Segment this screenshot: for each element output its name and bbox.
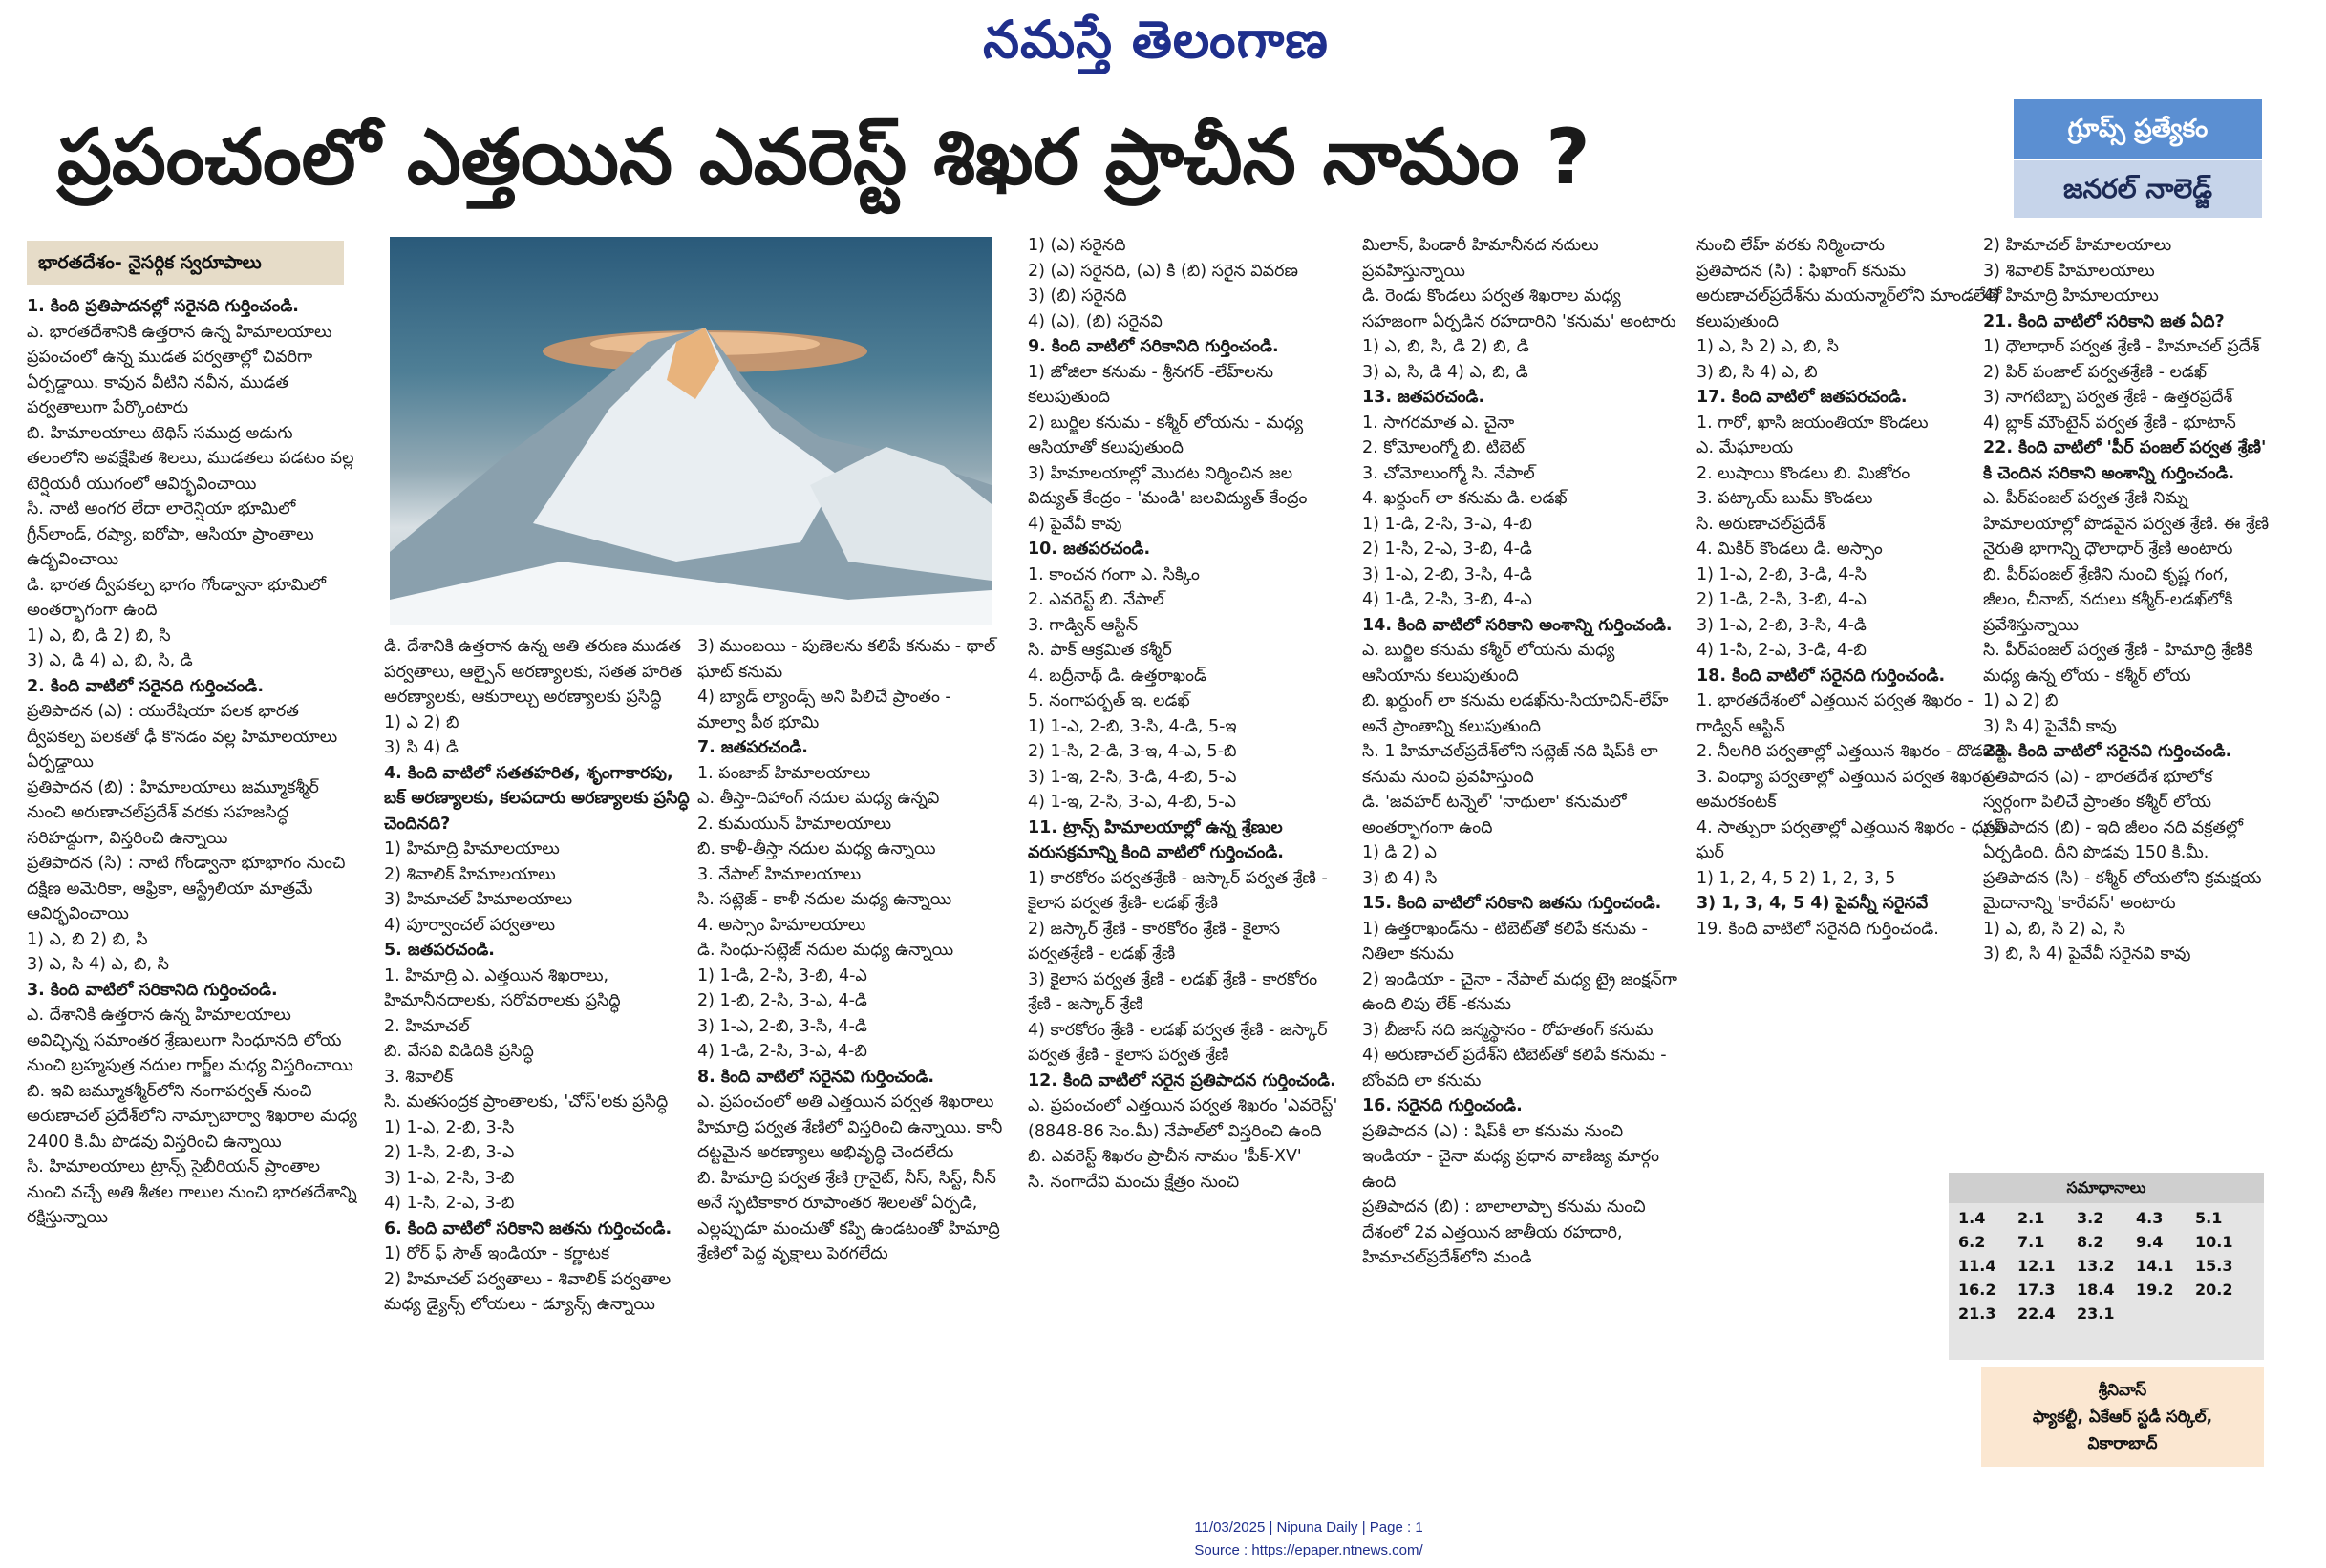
text-line: 16. సరైనది గుర్తించండి. — [1362, 1096, 1523, 1115]
text-line: నుంచి లేహ్ వరకు నిర్మించారు — [1696, 236, 1885, 255]
text-line: ప్రతిపాదన (ఎ) - భారతదేశ భూలోక స్వర్గంగా పిలిచే ప్రాంతం కశ్మీర్ లోయ — [1983, 767, 2213, 812]
text-line: డి. సింధు-సట్లెజ్ నదుల మధ్య ఉన్నాయి — [697, 941, 954, 960]
text-line: 11. ట్రాన్స్ హిమాలయాల్లో ఉన్న శ్రేణుల వరుసక్రమాన్ని కింది వాటిలో గుర్తించండి. — [1028, 817, 1284, 862]
answer-item: 7.1 — [2017, 1233, 2045, 1251]
text-line: 14. కింది వాటిలో సరికాని అంశాన్ని గుర్తించండి. — [1362, 615, 1673, 635]
answers-title: సమాధానాలు — [1949, 1173, 2264, 1203]
text-line: 1. హిమాద్రి ఎ. ఎత్తయిన శిఖరాలు, హిమానీనదాలకు, సరోవరాలకు ప్రసిద్ధి — [384, 965, 621, 1010]
text-line: ప్రతిపాదన (బి) - ఇది జీలం నది వక్రతల్లో ఏర్పడింది. దీని పొడవు 150 కి.మీ. — [1983, 817, 2243, 862]
text-line: 13. జతపరచండి. — [1362, 388, 1485, 407]
masthead-logo: నమస్తే తెలంగాణ — [983, 9, 1329, 70]
text-line: 1) 1-డి, 2-సి, 3-బి, 4-ఎ — [697, 965, 867, 985]
footer — [955, 1516, 1662, 1566]
text-line: 4. బద్రీనాథ్ డి. ఉత్తరాఖండ్ — [1028, 666, 1206, 686]
text-line: 3) ఎ, డి 4) ఎ, బి, సి, డి — [27, 651, 193, 670]
text-line: ఎ. బుర్జిల కనుమ కశ్మీర్ లోయను మధ్య ఆసియాను కలుపుతుంది — [1362, 641, 1615, 686]
text-line: 4. కింది వాటిలో సతతహరిత, శృంగాకారపు, బక్ అరణ్యాలకు, కలపదారు అరణ్యాలకు ప్రసిద్ధి చెందినది? — [384, 763, 690, 834]
text-line: సి. పీర్‌పంజల్ పర్వత శ్రేణి - హిమాద్రి శ్రేణికి మధ్య ఉన్న లోయ - కశ్మీర్ లోయ — [1983, 641, 2253, 686]
text-line: బి. పీర్‌పంజల్ శ్రేణిని నుంచి కృష్ణ గంగ, జీలం, చీనాబ్, నదులు కశ్మీర్-లడఖ్‌లోకి ప్రవేశిస్తున్నాయి — [1983, 564, 2233, 635]
text-line: 3) హిమాలయాల్లో మొదట నిర్మించిన జల విద్యుత్ కేంద్రం - 'మండి' జలవిద్యుత్ కేంద్రం — [1028, 463, 1308, 508]
text-line: ప్రతిపాదన (ఎ) : యురేషియా పలక భారత ద్వీపకల్ప పలకతో ఢీ కొనడం వల్ల హిమాలయాలు ఏర్పడ్డాయి — [27, 702, 338, 772]
text-line: 4) (ఎ), (బి) సరైనవి — [1028, 311, 1163, 331]
text-line: 3. గాడ్విన్ ఆస్టిన్ — [1028, 615, 1138, 635]
column-4 — [1028, 233, 1343, 1509]
text-line: 1) ధౌలాధార్ పర్వత శ్రేణి - హిమాచల్ ప్రదేశ్ — [1983, 337, 2260, 356]
text-line: ప్రతిపాదన (సి) - కశ్మీర్ లోయలోని క్రమక్షయ మైదానాన్ని 'కారేవస్' అంటారు — [1983, 868, 2262, 913]
column-1 — [27, 294, 357, 1509]
text-line: ప్రతిపాదన (బి) : హిమాలయాలు జమ్మూకశ్మీర్ నుంచి అరుణాచల్‌ప్రదేశ్ వరకు సహజసిద్ధ సరిహద్దుగా, విస్తరించి ఉన్నాయి — [27, 777, 319, 848]
text-line: సి. హిమాలయాలు ట్రాన్స్ సైబీరియన్ ప్రాంతాల నుంచి వచ్చే అతి శీతల గాలుల నుంచి భారతదేశాన్ని రక్షిస్తున్నాయి — [27, 1157, 357, 1227]
text-line: 4. సాత్పురా పర్వతాల్లో ఎత్తయిన శిఖరం - ధూప్ ఘర్ — [1696, 817, 2006, 862]
answer-item: 11.4 — [1958, 1257, 1996, 1275]
text-line: 1) ఎ, బి, సి 2) ఎ, సి — [1983, 919, 2125, 939]
text-line: డి. 'జవహర్ టన్నెల్' 'నాథులా' కనుమలో అంతర్భాగంగా ఉంది — [1362, 793, 1627, 837]
text-line: ఎ. ప్రపంచంలో అతి ఎత్తయిన పర్వత శిఖరాలు హిమాద్రి పర్వత శేణిలో విస్తరించి ఉన్నాయి. కానీ దట్టమైన అరణ్యాలు అభివృద్ధి చెందలేదు — [697, 1092, 1003, 1162]
text-line: 3. నేపాల్ హిమాలయాలు — [697, 864, 862, 884]
text-line: 1) ఎ, సి 2) ఎ, బి, సి — [1696, 337, 1839, 356]
answer-item: 21.3 — [1958, 1304, 1996, 1323]
text-line: 3) బి 4) సి — [1362, 868, 1438, 888]
text-line: 3) శివాలిక్ హిమాలయాలు — [1983, 261, 2155, 281]
text-line: బి. వేసవి విడిదికి ప్రసిద్ధి — [384, 1042, 534, 1061]
groups-special-badge: గ్రూప్స్ ప్రత్యేకం — [2014, 99, 2262, 159]
text-line: 2) పిర్ పంజాల్ పర్వతశ్రేణి - లడఖ్ — [1983, 362, 2208, 382]
text-line: 4. మికిర్ కొండలు డి. అస్సాం — [1696, 540, 1883, 559]
text-line: 3. పట్కాయ్ బుమ్ కొండలు — [1696, 489, 1873, 508]
text-line: 1. కింది ప్రతిపాదనల్లో సరైనది గుర్తించండి. — [27, 297, 299, 316]
answer-item: 3.2 — [2077, 1209, 2104, 1227]
text-line: ఎ. భారతదేశానికి ఉత్తరాన ఉన్న హిమాలయాలు ప్రపంచంలో ఉన్న ముడత పర్వతాల్లో చివరిగా ఏర్పడ్డాయి. కావున వీటిని నవీన, ముడత పర్వతాలుగా పేర్కొంటారు — [27, 322, 332, 417]
footer-source-link[interactable]: Source : https://epaper.ntnews.com/ — [1194, 1542, 1423, 1558]
text-line: 1. పంజాబ్ హిమాలయాలు — [697, 763, 871, 783]
text-line: 1) రోర్ ఫ్ సౌత్ ఇండియా - కర్ణాటక — [384, 1244, 610, 1263]
text-line: 3) 1-ఎ, 2-బి, 3-సి, 4-డి — [1696, 615, 1867, 635]
text-line: 1. కాంచన గంగా ఎ. సిక్కిం — [1028, 564, 1200, 584]
text-line: 3) బి, సి 4) ఎ, బి — [1696, 362, 1818, 382]
text-line: 1) ఎ, బి 2) బి, సి — [27, 929, 148, 949]
text-line: 2) హిమాచల్ హిమాలయాలు — [1983, 236, 2172, 255]
text-line: 1) డి 2) ఎ — [1362, 843, 1438, 862]
text-line: 3. వింధ్యా పర్వతాల్లో ఎత్తయిన పర్వత శిఖరం - అమరకంటక్ — [1696, 767, 2002, 812]
text-line: 9. కింది వాటిలో సరికానిది గుర్తించండి. — [1028, 337, 1279, 356]
text-line: 2) శివాలిక్ హిమాలయాలు — [384, 864, 556, 884]
answer-item: 22.4 — [2017, 1304, 2056, 1323]
text-line: 12. కింది వాటిలో సరైన ప్రతిపాదన గుర్తించండి. — [1028, 1070, 1336, 1091]
text-line: 7. జతపరచండి. — [697, 738, 808, 757]
answer-item: 1.4 — [1958, 1209, 1986, 1227]
text-line: 22. కింది వాటిలో 'పీర్ పంజల్ పర్వత శ్రేణి' కి చెందిన సరికాని అంశాన్ని గుర్తించండి. — [1983, 438, 2267, 483]
text-line: 17. కింది వాటిలో జతపరచండి. — [1696, 388, 1908, 407]
text-line: ఎ. తీస్తా-దిహాంగ్ నదుల మధ్య ఉన్నవి — [697, 789, 940, 808]
author-box — [1981, 1367, 2264, 1467]
answer-item: 17.3 — [2017, 1281, 2056, 1299]
text-line: 1) జోజిలా కనుమ - శ్రీనగర్ -లేహ్‌లను కలుపుతుంది — [1028, 362, 1274, 407]
text-line: ఎ. మేఘాలయ — [1696, 438, 1794, 457]
text-line: 3) నాగటిబ్బా పర్వత శ్రేణి - ఉత్తరప్రదేశ్ — [1983, 388, 2233, 407]
text-line: 21. కింది వాటిలో సరికాని జత ఏది? — [1983, 311, 2225, 331]
text-line: 3) (బి) సరైనది — [1028, 286, 1127, 306]
headline: ప్రపంచంలో ఎత్తయిన ఎవరెస్ట్ శిఖర ప్రాచీన నామం ? — [57, 113, 1590, 201]
text-line: మిలాన్, పిండారీ హిమానీనద నదులు ప్రవహిస్తున్నాయి — [1362, 236, 1599, 281]
text-line: బి. కాళీ-తీస్తా నదుల మధ్య ఉన్నాయి — [697, 839, 936, 858]
text-line: 1) ఎ 2) బి — [384, 712, 459, 732]
text-line: 1) 1-ఎ, 2-బి, 3-డి, 4-సి — [1696, 564, 1867, 584]
text-line: 3) ముంబయి - పుణెలను కలిపే కనుమ - థాల్ ఘాట్ కనుమ — [697, 637, 996, 682]
answers-grid — [1949, 1203, 2264, 1328]
author-name: శ్రీనివాస్ — [2098, 1381, 2147, 1400]
text-line: డి. రెండు కొండలు పర్వత శిఖరాల మధ్య సహజంగా ఏర్పడిన రహదారిని 'కనుమ' అంటారు — [1362, 286, 1676, 331]
text-line: సి. సట్లెజ్ - కాళీ నదుల మధ్య ఉన్నాయి — [697, 890, 952, 909]
text-line: 1) 1-డి, 2-సి, 3-ఎ, 4-బి — [1362, 514, 1532, 534]
answer-item: 5.1 — [2195, 1209, 2223, 1227]
text-line: 4) 1-డి, 2-సి, 3-ఎ, 4-బి — [697, 1042, 867, 1061]
text-line: 2) ఇండియా - చైనా - నేపాల్ మధ్య ట్రై జంక్షన్‌గా ఉంది లిపు లేక్ -కనుమ — [1362, 969, 1677, 1014]
text-line: 15. కింది వాటిలో సరికాని జతను గుర్తించండి. — [1362, 894, 1662, 913]
text-line: ప్రతిపాదన (ఎ) : షిప్‌కి లా కనుమ నుంచి ఇండియా - చైనా మధ్య ప్రధాన వాణిజ్య మార్గం ఉంది — [1362, 1121, 1660, 1192]
text-line: 1) 1-ఎ, 2-బి, 3-సి — [384, 1117, 515, 1137]
text-line: 1) 1, 2, 4, 5 2) 1, 2, 3, 5 — [1696, 868, 1896, 888]
text-line: 3) 1-ఇ, 2-సి, 3-డి, 4-బి, 5-ఎ — [1028, 767, 1237, 787]
text-line: 4. అస్సాం హిమాలయాలు — [697, 915, 866, 935]
text-line: 3) బి, సి 4) పైవేవీ సరైనవి కావు — [1983, 944, 2191, 964]
text-line: 6. కింది వాటిలో సరికాని జతను గుర్తించండి. — [384, 1218, 672, 1239]
text-line: ఎ. ప్రపంచంలో ఎత్తయిన పర్వత శిఖరం 'ఎవరెస్ట్' (8848-86 సెం.మీ) నేపాల్‌లో విస్తరించి ఉంది — [1028, 1096, 1338, 1141]
text-line: 3) కైలాస పర్వత శ్రేణి - లడఖ్ శ్రేణి - కారకోరం శ్రేణి - జస్కార్ శ్రేణి — [1028, 969, 1318, 1014]
text-line: 10. జతపరచండి. — [1028, 540, 1151, 559]
text-line: 3. చోమోలుంగ్మో సి. నేపాల్ — [1362, 463, 1535, 483]
text-line: 3) హిమాచల్ హిమాలయాలు — [384, 890, 573, 909]
text-line: 4) 1-ఇ, 2-సి, 3-ఎ, 4-బి, 5-ఎ — [1028, 793, 1236, 812]
answer-item: 9.4 — [2136, 1233, 2164, 1251]
text-line: బి. ఖర్దుంగ్ లా కనుమ లడఖ్‌ను-సియాచిన్-లేహ్ అనే ప్రాంతాన్ని కలుపుతుంది — [1362, 691, 1669, 736]
text-line: ప్రతిపాదన (బి) : బాలాలాప్చా కనుమ నుంచి దేశంలో 2వ ఎత్తయిన జాతీయ రహదారి, హిమాచల్‌ప్రదేశ్‌లోని మండి — [1362, 1197, 1646, 1267]
answer-item: 14.1 — [2136, 1257, 2174, 1275]
answer-item: 16.2 — [1958, 1281, 1996, 1299]
text-line: 1) ఎ, బి, డి 2) బి, సి — [27, 625, 171, 646]
text-line: 1) హిమాద్రి హిమాలయాలు — [384, 839, 560, 858]
text-line: 3) ఎ, సి 4) ఎ, బి, సి — [27, 955, 169, 974]
answer-item: 4.3 — [2136, 1209, 2164, 1227]
text-line: 1) 1-ఎ, 2-బి, 3-సి, 4-డి, 5-ఇ — [1028, 716, 1237, 736]
text-line: 1) ఎ 2) బి — [1983, 691, 2059, 710]
column-7 — [1983, 233, 2270, 1169]
text-line: ఎ. పీర్‌పంజల్ పర్వత శ్రేణి నిమ్న హిమాలయాల్లో పొడవైన పర్వత శ్రేణి. ఈ శ్రేణి నైరుతి భాగాన్ని ధౌలాధార్ శ్రేణి అంటారు — [1983, 489, 2270, 559]
answer-item: 23.1 — [2077, 1304, 2115, 1323]
text-line: 19. కింది వాటిలో సరైనది గుర్తించండి. — [1696, 919, 1939, 939]
text-line: 3) సి 4) పైవేవీ కావు — [1983, 716, 2117, 736]
answer-item: 10.1 — [2195, 1233, 2233, 1251]
text-line: 2. నీలగిరి పర్వతాల్లో ఎత్తయిన శిఖరం - దొడబెట్ట — [1696, 742, 2009, 761]
text-line: 2. లుషాయి కొండలు బి. మిజోరం — [1696, 463, 1910, 483]
text-line: 2) 1-సి, 2-డి, 3-ఇ, 4-ఎ, 5-బి — [1028, 742, 1237, 761]
footer-date-line: 11/03/2025 | Nipuna Daily | Page : 1 — [1194, 1519, 1423, 1536]
text-line: 3) 1-ఎ, 2-సి, 3-బి — [384, 1168, 515, 1188]
text-line: 4) బ్లాక్ మౌంటైన్ పర్వత శ్రేణి - భూటాన్ — [1983, 413, 2236, 433]
text-line: సి. మతసంద్రక ప్రాంతాలకు, 'చోస్'లకు ప్రసిద్ధి — [384, 1092, 669, 1112]
text-line: 8. కింది వాటిలో సరైనవి గుర్తించండి. — [697, 1067, 935, 1087]
text-line: 2. హిమాచల్ — [384, 1016, 470, 1036]
answer-item: 13.2 — [2077, 1257, 2115, 1275]
general-knowledge-badge: జనరల్ నాలెడ్జ్ — [2014, 160, 2262, 218]
text-line: 1. భారతదేశంలో ఎత్తయిన పర్వత శిఖరం - గాడ్విన్ ఆస్టిన్ — [1696, 691, 1974, 736]
text-line: 2. కింది వాటిలో సరైనది గుర్తించండి. — [27, 676, 264, 696]
text-line: 2. ఎవరెస్ట్ బి. నేపాల్ — [1028, 590, 1164, 609]
text-line: సి. నంగాదేవి మంచు క్షేత్రం నుంచి — [1028, 1172, 1240, 1192]
text-line: 1) కారకోరం పర్వతశ్రేణి - జస్కార్ పర్వత శ్రేణి - కైలాస పర్వత శ్రేణి- లడఖ్ శ్రేణి — [1028, 868, 1328, 913]
text-line: 4) పైవేవీ కావు — [1028, 514, 1122, 534]
text-line: 3) ఎ, సి, డి 4) ఎ, బి, డి — [1362, 362, 1528, 382]
text-line: 2) (ఎ) సరైనది, (ఎ) కి (బి) సరైన వివరణ — [1028, 261, 1298, 281]
text-line: బి. హిమాద్రి పర్వత శ్రేణి గ్రానైట్, నీస్, సిస్ట్, నీన్ అనే స్ఫటికాకార రూపాంతర శిలలతో ఏర్పడి, ఎల్లప్పుడూ మంచుతో కప్పి ఉండటంతో హిమాద్రి శ్రేణిలో పెద్ద వృక్షాలు పెరగలేదు — [697, 1168, 1000, 1263]
text-line: 4) 1-సి, 2-ఎ, 3-డి, 4-బి — [1696, 641, 1867, 660]
text-line: 18. కింది వాటిలో సరైనది గుర్తించండి. — [1696, 666, 1946, 686]
text-line: 3) సి 4) డి — [384, 738, 459, 757]
text-line: 2) హిమాచల్ పర్వతాలు - శివాలిక్ పర్వతాల మధ్య డ్యైన్స్ లోయలు - డ్యూన్స్ ఉన్నాయి — [384, 1269, 672, 1314]
text-line: 2) 1-బి, 2-సి, 3-ఎ, 4-డి — [697, 991, 867, 1010]
text-line: 3) 1-ఎ, 2-బి, 3-సి, 4-డి — [1362, 564, 1532, 584]
answer-item: 6.2 — [1958, 1233, 1986, 1251]
answer-item: 15.3 — [2195, 1257, 2233, 1275]
text-line: 2) 1-సి, 2-ఎ, 3-బి, 4-డి — [1362, 540, 1532, 559]
text-line: ఎ. దేశానికి ఉత్తరాన ఉన్న హిమాలయాలు అవిచ్ఛిన్న సమాంతర శ్రేణులుగా సింధూనది లోయ నుంచి బ్రహ్మపుత్ర నదుల గార్జ్‌ల మధ్య విస్తరించాయి — [27, 1006, 353, 1075]
text-line: 3) 1, 3, 4, 5 4) పైవన్నీ సరైనవే — [1696, 894, 1929, 913]
text-line: 5. జతపరచండి. — [384, 941, 495, 960]
text-line: 1. సాగరమాత ఎ. చైనా — [1362, 413, 1515, 433]
text-line: 23. కింది వాటిలో సరైనవి గుర్తించండి. — [1983, 742, 2232, 761]
text-line: బి. ఇవి జమ్మూకశ్మీర్‌లోని నంగాపర్వత్ నుంచి అరుణాచల్ ప్రదేశ్‌లోని నామ్చాబార్వా శిఖరాల మధ్య 2400 కి.మీ పొడవు విస్తరించి ఉన్నాయి — [27, 1081, 357, 1152]
text-line: 4) అరుణాచల్ ప్రదేశ్‌ని టిబెట్‌తో కలిపే కనుమ - బోంవది లా కనుమ — [1362, 1046, 1667, 1091]
text-line: 1) (ఎ) సరైనది — [1028, 236, 1126, 255]
column-5 — [1362, 233, 1677, 1509]
text-line: 2) బుర్జిల కనుమ - కశ్మీర్ లోయను - మధ్య ఆసియాతో కలుపుతుంది — [1028, 413, 1304, 457]
text-line: సి. అరుణాచల్‌ప్రదేశ్ — [1696, 514, 1825, 534]
answer-item: 18.4 — [2077, 1281, 2115, 1299]
text-line: సి. 1 హిమాచల్‌ప్రదేశ్‌లోని సట్లెజ్ నది షిప్‌కి లా కనుమ నుంచి ప్రవహిస్తుంది — [1362, 742, 1658, 787]
answer-item: 8.2 — [2077, 1233, 2104, 1251]
text-line: డి. దేశానికి ఉత్తరాన ఉన్న అతి తరుణ ముడత పర్వతాలు, ఆల్పైన్ అరణ్యాలకు, సతత హరిత అరణ్యాలకు, ఆకురాల్చు అరణ్యాలకు ప్రసిద్ధి — [384, 637, 683, 707]
text-line: సి. పాక్ ఆక్రమిత కశ్మీర్ — [1028, 641, 1172, 660]
text-line: 4) బ్యాడ్ ల్యాండ్స్ అని పిలిచే ప్రాంతం - మాల్వా పీఠ భూమి — [697, 688, 951, 732]
answer-item: 19.2 — [2136, 1281, 2174, 1299]
answer-item: 20.2 — [2195, 1281, 2233, 1299]
text-line: 3) 1-ఎ, 2-బి, 3-సి, 4-డి — [697, 1016, 867, 1036]
text-line: 2) 1-డి, 2-సి, 3-బి, 4-ఎ — [1696, 590, 1867, 609]
text-line: 2. కోమోలంగ్మో బి. టిబెట్ — [1362, 438, 1525, 457]
everest-photo — [390, 237, 992, 625]
text-line: 4) హిమాద్రి హిమాలయాలు — [1983, 286, 2159, 306]
author-role: ఫ్యాకల్టీ, ఏకేఆర్ స్టడీ సర్కిల్, — [2032, 1408, 2213, 1427]
answer-item: 2.1 — [2017, 1209, 2045, 1227]
text-line: 4) 1-సి, 2-ఎ, 3-బి — [384, 1194, 515, 1213]
answers-box — [1949, 1173, 2264, 1360]
author-place: వికారాబాద్ — [2087, 1434, 2158, 1453]
text-line: 4) 1-డి, 2-సి, 3-బి, 4-ఎ — [1362, 590, 1532, 609]
text-line: 5. నంగాపర్బత్ ఇ. లడఖ్ — [1028, 691, 1190, 710]
text-line: 2) 1-సి, 2-బి, 3-ఎ — [384, 1143, 515, 1162]
text-line: 1. గారో, ఖాసి జయంతియా కొండలు — [1696, 413, 1929, 433]
text-line: బి. ఎవరెస్ట్ శిఖరం ప్రాచీన నామం 'పీక్-XV' — [1028, 1147, 1302, 1166]
text-line: 4) పూర్వాంచల్ పర్వతాలు — [384, 915, 556, 935]
text-line: ప్రతిపాదన (సి) : నాటి గోండ్వానా భూభాగం నుంచి దక్షిణ అమెరికా, ఆఫ్రికా, ఆస్ట్రేలియా మాత్రమే ఆవిర్భవించాయి — [27, 854, 346, 923]
text-line: 4) కారకోరం శ్రేణి - లడఖ్ పర్వత శ్రేణి - జస్కార్ పర్వత శ్రేణి - కైలాస పర్వత శ్రేణి — [1028, 1020, 1328, 1065]
answer-item: 12.1 — [2017, 1257, 2056, 1275]
text-line: 2) జస్కార్ శ్రేణి - కారకోరం శ్రేణి - కైలాస పర్వతశ్రేణి - లడఖ్ శ్రేణి — [1028, 919, 1281, 964]
text-line: 3. కింది వాటిలో సరికానిది గుర్తించండి. — [27, 980, 278, 1000]
section-tag: భారతదేశం- నైసర్గిక స్వరూపాలు — [27, 241, 344, 285]
text-line: 3. శివాలిక్ — [384, 1067, 454, 1087]
text-line: బి. హిమాలయాలు టెథిస్ సముద్ర అడుగు తలంలోని అవక్షేపిత శిలలు, ముడతలు పడటం వల్ల టెర్షియరీ యుగంలో ఆవిర్భవించాయి — [27, 423, 354, 494]
text-line: డి. భారత ద్వీపకల్ప భాగం గోండ్వానా భూమిలో అంతర్భాగంగా ఉంది — [27, 575, 327, 620]
text-line: 4. ఖర్దుంగ్ లా కనుమ డి. లడఖ్ — [1362, 489, 1568, 508]
text-line: సి. నాటి అంగర లేదా లారెన్షియా భూమిలో గ్రీన్‌లాండ్, రష్యా, ఐరోపా, ఆసియా ప్రాంతాలు ఉద్భవించాయి — [27, 499, 314, 569]
column-2 — [384, 634, 690, 1509]
text-line: 3) బీజాస్ నది జన్మస్థానం - రోహతంగ్ కనుమ — [1362, 1020, 1654, 1040]
column-3 — [697, 634, 1003, 1509]
text-line: ప్రతిపాదన (సి) : ఫిఖాంగ్ కనుమ అరుణాచల్‌ప్రదేశ్‌ను మయన్మార్‌లోని మాండలేతో కలుపుతుంది — [1696, 261, 2002, 331]
text-line: 2. కుమయున్ హిమాలయాలు — [697, 814, 892, 834]
text-line: 1) ఉత్తరాఖండ్‌ను - టిబెట్‌తో కలిపే కనుమ - నితిలా కనుమ — [1362, 919, 1648, 964]
text-line: 1) ఎ, బి, సి, డి 2) బి, డి — [1362, 337, 1529, 356]
